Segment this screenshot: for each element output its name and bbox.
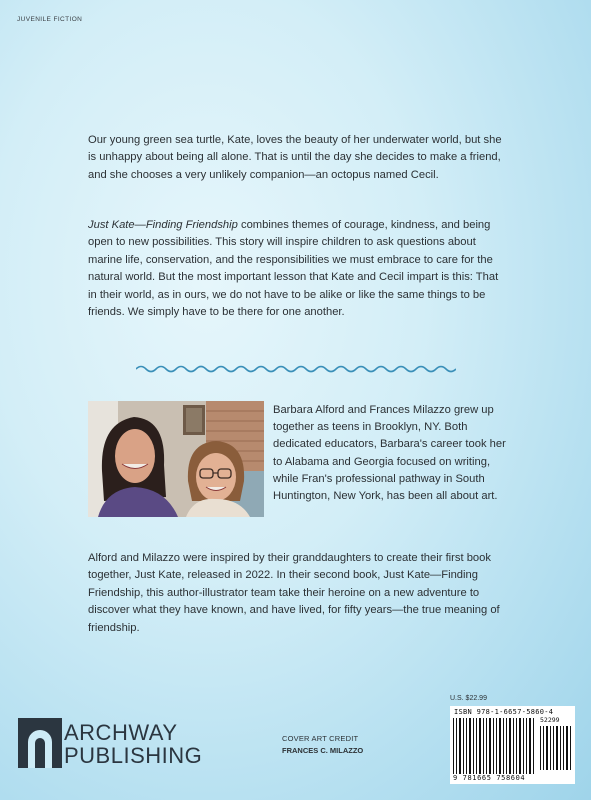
barcode-number: 9 781665 758604 [453,774,526,782]
author-photo [88,401,264,517]
book-title-italic: Just Kate—Finding Friendship [88,219,238,231]
barcode-bars [453,718,537,774]
wave-divider [136,363,456,375]
isbn-barcode [450,706,575,784]
author-bio: Barbara Alford and Frances Milazzo grew up together as teens in Brooklyn, NY. Both dedicated educators, Barbara's career took her to Alabama and Georgia focused on writing, while Fran's professional pathway in South Huntington, New York, has been all about art. [273,404,506,503]
price-label: U.S. $22.99 [450,695,487,702]
blurb-paragraph-2 [88,217,506,321]
genre-label: JUVENILE FICTION [17,16,83,23]
blurb-paragraph-1: Our young green sea turtle, Kate, loves the beauty of her underwater world, but she is unhappy about being all alone. That is until the day she decides to make a friend, and she chooses a very unlikely companion—an octopus named Cecil. [88,134,502,181]
credit-name: FRANCES C. MILAZZO [282,746,364,755]
credit-label: COVER ART CREDIT [282,734,359,743]
inspiration-paragraph: Alford and Milazzo were inspired by their granddaughters to create their first book together, Just Kate, released in 2022. In their second book, Just Kate—Finding Friendship, this author-illustrator team take their heroine on a new adventure to discover what they have known, and have lived, for fifty years—the true meaning of friendship. [88,552,500,634]
publisher-logo [18,718,218,770]
publisher-name-line2: PUBLISHING [64,743,203,768]
blurb-paragraph-2-text: combines themes of courage, kindness, and being open to new possibilities. This story will inspire children to ask questions about marine life, conservation, and the responsibilities we must embrace to care for the natural world. But the most important lesson that Kate and Cecil impart is this: That in their world, as in ours, we do not have to be alike or like the same things to be friends. We simply have to be there for one another. [88,219,499,319]
price-code-number: 52299 [540,716,560,724]
publisher-name-line1: ARCHWAY [64,720,178,745]
addon-barcode-bars [540,726,572,770]
cover-art-credit [282,733,363,757]
isbn-text: ISBN 978-1-6657-5860-4 [454,708,554,716]
archway-logo-icon [18,718,62,768]
